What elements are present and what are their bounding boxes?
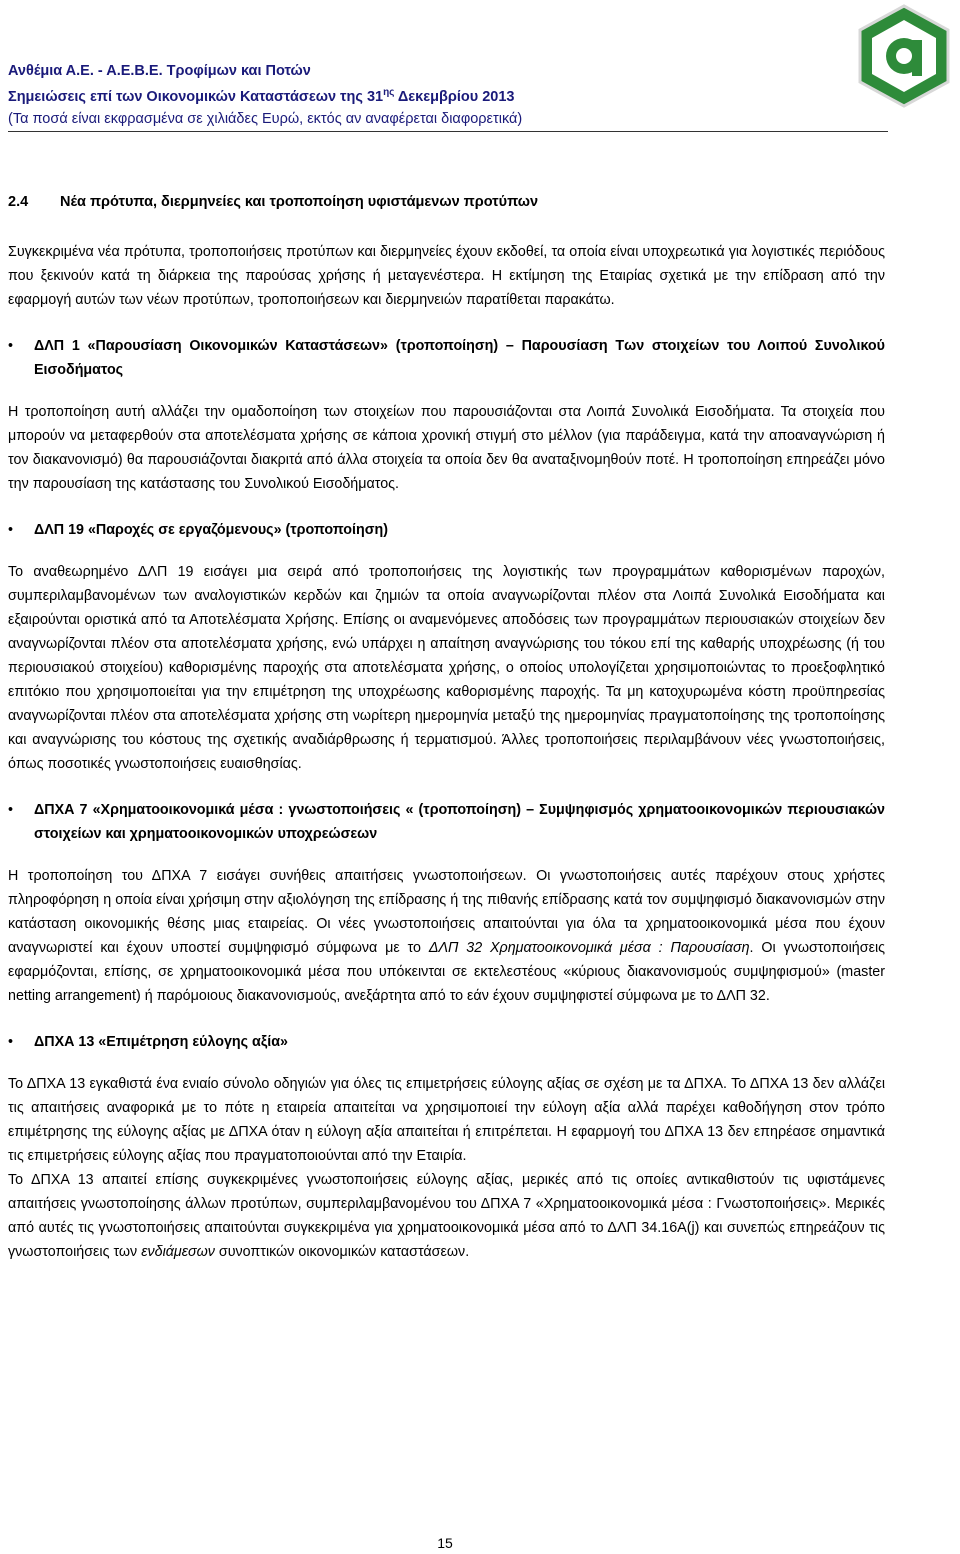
list-item: • ΔΠΧΑ 13 «Επιμέτρηση εύλογης αξία» [8, 1030, 885, 1054]
company-logo-icon [848, 0, 960, 112]
amounts-note: (Τα ποσά είναι εκφρασμένα σε χιλιάδες Ευρώ, εκτός αν αναφέρεται διαφορετικά) [8, 111, 523, 127]
header-divider [8, 131, 888, 132]
item-body: Η τροποποίηση του ΔΠΧΑ 7 εισάγει συνήθεις απαιτήσεις γνωστοποιήσεων. Οι γνωστοποιήσεις αυτές παρέχουν στους χρήστες πληροφόρηση η οποία είναι χρήσιμη στην αξιολόγηση της επίδρασης ή της πιθανής επίδρασης κατά τον συμψηφισμό διακανονισμών στην κατάσταση οικονομικής θέσης μιας εταιρείας. Οι νέες γνωστοποιήσεις απαιτούνται για όλα τα χρηματοοικονομικά μέσα που έχουν αναγνωριστεί και έχουν υποστεί συμψηφισμό σύμφωνα με το ΔΛΠ 32 Χρηματοοικονομικά μέσα : Παρουσίαση. Οι γνωστοποιήσεις εφαρμόζονται, επίσης, σε χρηματοοικονομικά μέσα που υπόκεινται σε εκτελεστέους «κύριους διακανονισμούς συμψηφισμού» (master netting arrangement) ή παρόμοιους διακανονισμούς, ανεξάρτητα από το εάν έχουν συμψηφιστεί σύμφωνα με το ΔΛΠ 32. [8, 868, 886, 1004]
company-name: Ανθέμια Α.Ε. - Α.Ε.Β.Ε. Τροφίμων και Ποτών [8, 63, 311, 79]
list-item: • ΔΛΠ 1 «Παρουσίαση Οικονομικών Καταστάσεων» (τροποποίηση) – Παρουσίαση Των στοιχείων του Λοιπού Συνολικού Εισοδήματος [8, 334, 885, 382]
item-body: Το αναθεωρημένο ΔΛΠ 19 εισάγει μια σειρά από τροποποιήσεις της λογιστικής των προγραμμάτων καθορισμένων παροχών, συμπεριλαμβανομένων των αναλογιστικών κερδών και ζημιών τα οποία αναγνωρίζονται πλέον στα Λοιπά Συνολικά Εισοδήματα και εξαιρούνται οριστικά από τα Αποτελέσματα Χρήσης. Επίσης οι αναμενόμενες αποδόσεις των προγραμμάτων περιουσιακών στοιχείων δεν αναγνωρίζονται πλέον στα αποτελέσματα χρήσης, ενώ υπάρχει η απαίτηση αναγνώρισης του τόκου επί της καθαρής υποχρέωσης (ή του περιουσιακού στοιχείου) καθορισμένης παροχής στα αποτελέσματα χρήσης, ο οποίος υπολογίζεται χρησιμοποιώντας το προεξοφλητικό επιτόκιο που χρησιμοποιείται για την επιμέτρηση της υποχρέωσης καθορισμένης παροχής. Τα μη κατοχυρωμένα κόστη προϋπηρεσίας αναγνωρίζονται πλέον στα αποτελέσματα χρήσης στη νωρίτερη ημερομηνία μεταξύ της ημερομηνίας πραγματοποίησης της τροποποίησης και αναγνώρισης του κόστους της σχετικής αναδιάρθρωσης ή τερματισμού. Άλλες τροποποιήσεις περιλαμβάνουν νέες γνωστοποιήσεις, όπως ποσοτικές γνωστοποιήσεις ευαισθησίας. [8, 564, 885, 772]
page-header [8, 60, 888, 130]
section-intro: Συγκεκριμένα νέα πρότυπα, τροποποιήσεις προτύπων και διερμηνείες έχουν εκδοθεί, τα οποία είναι υποχρεωτικά για λογιστικές περιόδους που ξεκινούν κατά τη διάρκεια της παρούσας χρήσης ή μεταγενέστερα. Η εκτίμηση της Εταιρίας σχετικά με την επίδραση από την εφαρμογή αυτών των νέων προτύπων, τροποποιήσεων και διερμηνειών παρατίθεται παρακάτω. [8, 244, 885, 308]
document-body [8, 190, 885, 1264]
item-body: Το ΔΠΧΑ 13 εγκαθιστά ένα ενιαίο σύνολο οδηγιών για όλες τις επιμετρήσεις εύλογης αξίας σε σχέση με τα ΔΠΧΑ. Το ΔΠΧΑ 13 δεν αλλάζει τις απαιτήσεις αναφορικά με το πότε η εταιρεία απαιτείται να χρησιμοποιεί την εύλογη αξία αλλά παρέχει καθοδήγηση στον τρόπο επιμέτρησης της εύλογης αξίας με ΔΠΧΑ όταν η εύλογη αξία απαιτείται ή επιτρέπεται. Η εφαρμογή του ΔΠΧΑ 13 δεν επηρέασε σημαντικά τις επιμετρήσεις εύλογης αξίας που πραγματοποιούνται από την Εταιρία. [8, 1076, 885, 1164]
page-number: 15 [437, 1535, 453, 1551]
list-item: • ΔΠΧΑ 7 «Χρηματοοικονομικά μέσα : γνωστοποιήσεις « (τροποποίηση) – Συμψηφισμός χρηματοοικονομικών περιουσιακών στοιχείων και χρηματοοικονομικών υποχρεώσεων [8, 798, 885, 846]
list-item: • ΔΛΠ 19 «Παροχές σε εργαζόμενους» (τροποποίηση) [8, 518, 885, 542]
section-heading: 2.4 Νέα πρότυπα, διερμηνείες και τροποποίηση υφιστάμενων προτύπων [8, 194, 539, 210]
statement-title: Σημειώσεις επί των Οικονομικών Καταστάσεων της $31^{\eta\varsigma}$ Δεκεμβρίου 2013 [8, 87, 515, 105]
item-body: Η τροποποίηση αυτή αλλάζει την ομαδοποίηση των στοιχείων που παρουσιάζονται στα Λοιπά Συνολικά Εισοδήματα. Τα στοιχεία που μπορούν να μεταφερθούν στα αποτελέσματα χρήσης σε κάποια χρονική στιγμή στο μέλλον (για παράδειγμα, κατά την αποαναγνώριση ή τον διακανονισμό) θα παρουσιάζονται διακριτά από άλλα στοιχεία τα οποία δεν θα αναταξινομηθούν ποτέ. Η τροποποίηση επηρεάζει μόνο την παρουσίαση της κατάστασης του Συνολικού Εισοδήματος. [8, 404, 885, 492]
item-body: Το ΔΠΧΑ 13 απαιτεί επίσης συγκεκριμένες γνωστοποιήσεις εύλογης αξίας, μερικές από τις οποίες αντικαθιστούν τις υφιστάμενες απαιτήσεις γνωστοποίησης άλλων προτύπων, συμπεριλαμβανομένου του ΔΠΧΑ 7 «Χρηματοοικονομικά μέσα : Γνωστοποιήσεις». Μερικές από αυτές τις γνωστοποιήσεις απαιτούνται συγκεκριμένα για χρηματοοικονομικά μέσα από το ΔΛΠ 34.16Α(j) και συνεπώς επηρεάζουν τις γνωστοποιήσεις των ενδιάμεσων συνοπτικών οικονομικών καταστάσεων. [8, 1172, 885, 1260]
